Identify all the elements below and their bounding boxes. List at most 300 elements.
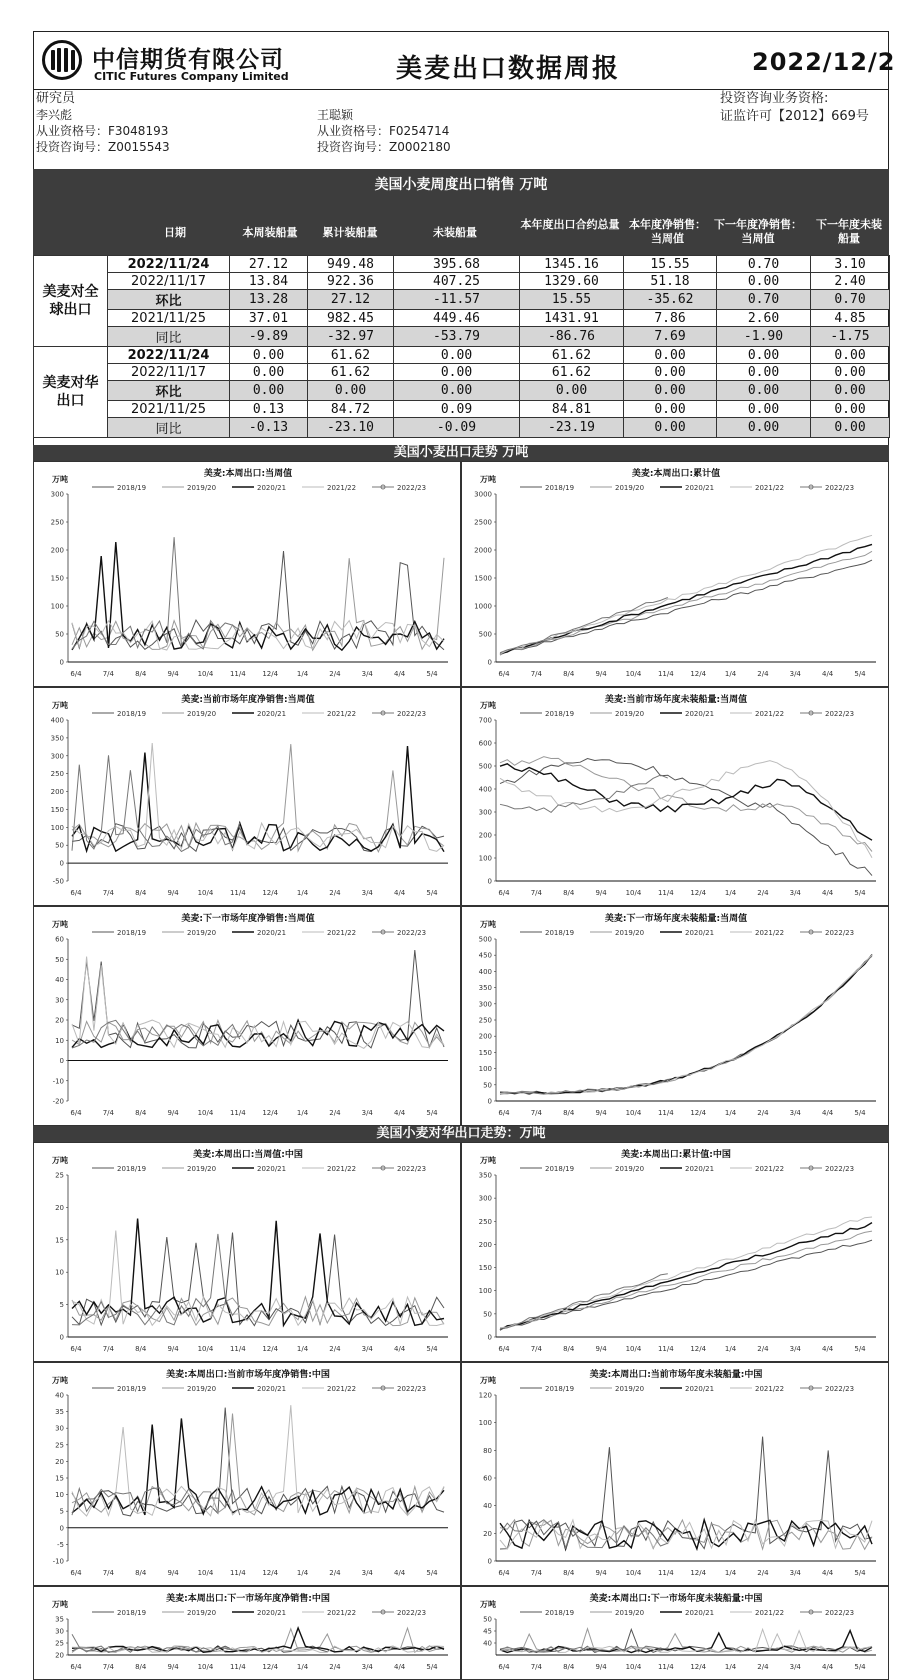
table-cell: 0.00 (394, 347, 520, 364)
y-tick-label: 350 (478, 984, 492, 993)
legend-item (92, 1165, 146, 1173)
group-label: 美麦对全球出口 (34, 256, 108, 347)
table-cell: 0.00 (624, 347, 717, 364)
table-cell: -32.97 (308, 327, 394, 347)
col-header-net-sales: 本年度净销售：当周值 (629, 218, 706, 245)
table-cell: 0.00 (308, 381, 394, 401)
x-tick-label: 9/4 (595, 1569, 607, 1577)
svg-text:2022/23: 2022/23 (825, 1385, 855, 1393)
x-tick-label: 7/4 (530, 1663, 542, 1671)
x-tick-label: 6/4 (498, 889, 510, 897)
table-cell: 0.00 (624, 381, 717, 401)
legend-item (520, 1385, 574, 1393)
table-cell: 1345.16 (520, 256, 624, 273)
table-cell: -86.76 (520, 327, 624, 347)
x-tick-label: 7/4 (102, 889, 114, 897)
legend-item (232, 1385, 286, 1393)
x-tick-label: 12/4 (262, 1345, 279, 1353)
svg-text:2022/23: 2022/23 (825, 710, 855, 718)
y-tick-label: 400 (50, 716, 64, 725)
report-date: 2022/12/2 (752, 48, 896, 76)
legend-item (590, 929, 644, 937)
x-tick-label: 11/4 (229, 1345, 246, 1353)
svg-text:2020/21: 2020/21 (685, 1609, 715, 1617)
table-cell: 449.46 (394, 310, 520, 327)
series-line (500, 544, 872, 653)
report-title: 美麦出口数据周报 (396, 54, 621, 84)
x-tick-label: 2/4 (757, 670, 769, 678)
y-tick-label: 35 (55, 1408, 64, 1417)
x-tick-label: 5/4 (854, 1569, 866, 1577)
x-tick-label: 4/4 (394, 1345, 406, 1353)
x-tick-label: 11/4 (229, 1109, 246, 1117)
svg-text:2019/20: 2019/20 (615, 1385, 645, 1393)
legend-item (590, 1385, 644, 1393)
series-line (500, 1217, 872, 1328)
y-tick-label: 600 (478, 739, 492, 748)
chart-panel (461, 906, 889, 1126)
x-tick-label: 8/4 (563, 670, 575, 678)
chart-title: 美麦:下一市场年度净销售:当周值 (181, 914, 315, 924)
y-tick-label: 10 (55, 1491, 64, 1500)
series-line (72, 1418, 444, 1515)
series-line (500, 956, 872, 1094)
x-tick-label: 5/4 (426, 670, 438, 678)
row-date: 2022/11/17 (108, 273, 230, 290)
y-tick-label: 100 (50, 823, 64, 832)
svg-text:2019/20: 2019/20 (187, 1165, 217, 1173)
legend-item (520, 1609, 574, 1617)
table-cell: 27.12 (308, 290, 394, 310)
x-tick-label: 10/4 (197, 889, 214, 897)
analyst-2-cert: 从业资格号：F0254714 (317, 124, 450, 138)
y-tick-label: 10 (55, 1036, 64, 1045)
x-tick-label: 3/4 (789, 670, 801, 678)
x-tick-label: 2/4 (757, 1109, 769, 1117)
y-tick-label: 150 (50, 805, 64, 814)
table-row (34, 273, 890, 290)
y-tick-label: 300 (478, 1000, 492, 1009)
series-line (500, 955, 872, 1094)
table-cell: 407.25 (394, 273, 520, 290)
license-line-1: 投资咨询业务资格: (720, 91, 829, 106)
svg-text:2021/22: 2021/22 (327, 710, 357, 718)
analyst-2-consult: 投资咨询号：Z0002180 (317, 140, 451, 154)
chart-unit: 万吨 (52, 1600, 68, 1609)
y-tick-label: 120 (478, 1391, 492, 1400)
svg-text:2022/23: 2022/23 (825, 1609, 855, 1617)
y-tick-label: 50 (55, 841, 64, 850)
x-tick-label: 5/4 (854, 670, 866, 678)
table-cell: 0.00 (717, 347, 811, 364)
legend-item (660, 1609, 714, 1617)
x-tick-label: 2/4 (757, 1569, 769, 1577)
x-tick-label: 8/4 (563, 889, 575, 897)
table-cell: 1329.60 (520, 273, 624, 290)
legend-item (232, 484, 286, 492)
x-tick-label: 12/4 (690, 1663, 707, 1671)
y-tick-label: -10 (52, 1557, 64, 1566)
legend-item (372, 929, 426, 937)
x-tick-label: 7/4 (102, 1569, 114, 1577)
svg-text:2020/21: 2020/21 (257, 710, 287, 718)
chart-unit: 万吨 (52, 920, 68, 929)
svg-text:2018/19: 2018/19 (117, 1165, 147, 1173)
x-tick-label: 7/4 (530, 1109, 542, 1117)
y-tick-label: 30 (55, 996, 64, 1005)
x-tick-label: 12/4 (690, 1109, 707, 1117)
chart-title: 美麦:当前市场年度未装船量:当周值 (604, 695, 748, 705)
y-tick-label: 60 (483, 1474, 492, 1483)
table-cell: 61.62 (308, 364, 394, 381)
y-tick-label: 2500 (474, 518, 492, 527)
table-cell: 0.00 (717, 364, 811, 381)
x-tick-label: 9/4 (167, 1109, 179, 1117)
col-header-next-outstanding: 下一年度未装船量 (816, 218, 882, 245)
legend-item (92, 484, 146, 492)
y-tick-label: 50 (483, 1310, 492, 1319)
y-tick-label: 20 (55, 1016, 64, 1025)
y-tick-label: 0 (487, 1333, 492, 1342)
x-tick-label: 4/4 (822, 1569, 834, 1577)
legend-item (730, 1609, 784, 1617)
series-line (500, 535, 872, 654)
legend-item (302, 484, 356, 492)
y-tick-label: 300 (50, 490, 64, 499)
y-tick-label: 60 (55, 935, 64, 944)
x-tick-label: 2/4 (757, 1345, 769, 1353)
y-tick-label: 0 (59, 658, 64, 667)
svg-text:2018/19: 2018/19 (117, 929, 147, 937)
x-tick-label: 10/4 (625, 1109, 642, 1117)
table-cell: 0.70 (811, 290, 890, 310)
citic-logo-icon (42, 40, 82, 80)
x-tick-label: 1/4 (724, 1569, 737, 1577)
table-cell: -35.62 (624, 290, 717, 310)
x-tick-label: 8/4 (135, 1109, 147, 1117)
table-cell: 27.12 (230, 256, 308, 273)
legend-item (162, 710, 216, 718)
y-tick-label: -20 (52, 1097, 64, 1106)
x-tick-label: 9/4 (167, 1345, 179, 1353)
x-tick-label: 8/4 (563, 1109, 575, 1117)
x-tick-label: 7/4 (530, 889, 542, 897)
y-tick-label: 30 (55, 1424, 64, 1433)
y-tick-label: 250 (50, 770, 64, 779)
x-tick-label: 12/4 (262, 670, 279, 678)
x-tick-label: 2/4 (329, 889, 341, 897)
legend-item (800, 1165, 854, 1173)
svg-text:2019/20: 2019/20 (615, 929, 645, 937)
x-tick-label: 9/4 (595, 1345, 607, 1353)
y-tick-label: 300 (478, 808, 492, 817)
table-cell: 1431.91 (520, 310, 624, 327)
legend-item (660, 710, 714, 718)
y-tick-label: 15 (55, 1236, 64, 1245)
chart-panel (461, 461, 889, 687)
legend-item (162, 484, 216, 492)
x-tick-label: 3/4 (789, 1663, 801, 1671)
y-tick-label: 100 (478, 1287, 492, 1296)
chart-panel (33, 687, 461, 906)
x-tick-label: 1/4 (724, 670, 737, 678)
legend-item (730, 1385, 784, 1393)
chart-panel (33, 1142, 461, 1362)
svg-text:2022/23: 2022/23 (825, 1165, 855, 1173)
table-cell: 0.00 (624, 418, 717, 438)
x-tick-label: 2/4 (757, 889, 769, 897)
series-line (72, 1219, 444, 1326)
analyst-1-cert: 从业资格号：F3048193 (36, 124, 169, 138)
x-tick-label: 10/4 (197, 670, 214, 678)
y-tick-label: 100 (50, 602, 64, 611)
series-line (72, 1405, 444, 1516)
legend-item (372, 1385, 426, 1393)
x-tick-label: 3/4 (789, 1345, 801, 1353)
legend-item (590, 710, 644, 718)
series-line (500, 551, 872, 655)
x-tick-label: 3/4 (361, 889, 373, 897)
table-cell: 0.00 (717, 273, 811, 290)
table-cell: 0.70 (717, 256, 811, 273)
legend-item (372, 1609, 426, 1617)
svg-text:2019/20: 2019/20 (187, 929, 217, 937)
y-tick-label: 20 (55, 1203, 64, 1212)
table-cell: 0.00 (394, 364, 520, 381)
series-line (500, 1223, 872, 1330)
table-cell: 0.70 (717, 290, 811, 310)
x-tick-label: 10/4 (197, 1663, 214, 1671)
x-tick-label: 4/4 (822, 670, 834, 678)
x-tick-label: 1/4 (296, 670, 309, 678)
legend-item (800, 710, 854, 718)
table-cell: 84.81 (520, 401, 624, 418)
y-tick-label: 0 (59, 859, 64, 868)
line-chart (34, 1143, 462, 1363)
col-header-cumulative-shipments: 累计装船量 (322, 226, 378, 239)
table-cell: 0.00 (624, 364, 717, 381)
row-date: 2021/11/25 (108, 310, 230, 327)
x-tick-label: 5/4 (426, 1663, 438, 1671)
analyst-1-name: 李兴彪 (36, 108, 73, 122)
y-tick-label: 2000 (474, 546, 492, 555)
x-tick-label: 5/4 (426, 889, 438, 897)
table-cell: 0.00 (230, 347, 308, 364)
x-tick-label: 12/4 (690, 889, 707, 897)
x-tick-label: 11/4 (657, 1569, 674, 1577)
svg-text:2022/23: 2022/23 (825, 484, 855, 492)
x-tick-label: 6/4 (70, 1663, 82, 1671)
col-header-total-commitments: 本年度出口合约总量 (520, 218, 620, 231)
chart-panel (461, 1142, 889, 1362)
y-tick-label: 500 (478, 935, 492, 944)
svg-text:2018/19: 2018/19 (545, 929, 575, 937)
row-date: 2022/11/24 (108, 256, 230, 273)
legend-item (92, 1609, 146, 1617)
x-tick-label: 3/4 (361, 1109, 373, 1117)
chart-title: 美麦:本周出口:当前市场年度净销售:中国 (166, 1370, 330, 1380)
table-row (34, 381, 890, 401)
series-line (72, 551, 444, 650)
x-tick-label: 12/4 (262, 889, 279, 897)
table-cell: 37.01 (230, 310, 308, 327)
table-cell: 949.48 (308, 256, 394, 273)
y-tick-label: 40 (483, 1639, 492, 1648)
series-line (500, 1520, 872, 1549)
legend-item (232, 1165, 286, 1173)
legend-item (232, 1609, 286, 1617)
table-cell: 0.00 (394, 381, 520, 401)
svg-text:2021/22: 2021/22 (327, 484, 357, 492)
x-tick-label: 4/4 (394, 889, 406, 897)
legend-item (800, 1385, 854, 1393)
analyst-1-consult: 投资咨询号：Z0015543 (36, 140, 170, 154)
table-cell: 15.55 (520, 290, 624, 310)
legend-item (302, 929, 356, 937)
x-tick-label: 12/4 (262, 1109, 279, 1117)
x-tick-label: 1/4 (296, 1109, 309, 1117)
x-tick-label: 8/4 (135, 889, 147, 897)
col-header-date: 日期 (164, 226, 186, 239)
legend-item (800, 484, 854, 492)
chart-title: 美麦:本周出口:累计值 (631, 469, 721, 479)
x-tick-label: 10/4 (625, 1345, 642, 1353)
table-cell: 84.72 (308, 401, 394, 418)
y-tick-label: 200 (478, 1032, 492, 1041)
svg-text:2020/21: 2020/21 (685, 710, 715, 718)
x-tick-label: 10/4 (625, 889, 642, 897)
chart-panel (33, 906, 461, 1126)
x-tick-label: 6/4 (498, 1345, 510, 1353)
x-tick-label: 2/4 (329, 670, 341, 678)
chart-panel (461, 1362, 889, 1586)
y-tick-label: 450 (478, 951, 492, 960)
x-tick-label: 5/4 (854, 1109, 866, 1117)
x-tick-label: 6/4 (498, 670, 510, 678)
table-cell: -0.13 (230, 418, 308, 438)
y-tick-label: -10 (52, 1077, 64, 1086)
legend-item (92, 929, 146, 937)
y-tick-label: 500 (478, 630, 492, 639)
x-tick-label: 12/4 (690, 1569, 707, 1577)
table-row (34, 310, 890, 327)
chart-unit: 万吨 (52, 701, 68, 710)
y-tick-label: 50 (483, 1081, 492, 1090)
y-tick-label: 100 (478, 1419, 492, 1428)
legend-item (730, 929, 784, 937)
y-tick-label: 200 (50, 546, 64, 555)
x-tick-label: 11/4 (657, 1663, 674, 1671)
svg-text:2019/20: 2019/20 (187, 484, 217, 492)
y-tick-label: 0 (487, 1557, 492, 1566)
x-tick-label: 8/4 (135, 1663, 147, 1671)
legend-item (232, 929, 286, 937)
svg-text:2021/22: 2021/22 (755, 484, 785, 492)
x-tick-label: 5/4 (854, 1663, 866, 1671)
x-tick-label: 3/4 (789, 1569, 801, 1577)
x-tick-label: 1/4 (296, 889, 309, 897)
table-cell: 922.36 (308, 273, 394, 290)
x-tick-label: 2/4 (329, 1569, 341, 1577)
table-cell: 4.85 (811, 310, 890, 327)
svg-text:2022/23: 2022/23 (397, 1165, 427, 1173)
series-line (500, 955, 872, 1094)
line-chart (34, 1587, 462, 1680)
line-chart (462, 907, 890, 1127)
x-tick-label: 8/4 (563, 1569, 575, 1577)
chart-unit: 万吨 (480, 1156, 496, 1165)
chart-unit: 万吨 (52, 1156, 68, 1165)
line-chart (462, 1363, 890, 1587)
y-tick-label: 200 (478, 831, 492, 840)
x-tick-label: 11/4 (229, 1663, 246, 1671)
svg-text:2018/19: 2018/19 (545, 1609, 575, 1617)
table-cell: 13.28 (230, 290, 308, 310)
svg-text:2018/19: 2018/19 (545, 710, 575, 718)
company-name-cn: 中信期货有限公司 (92, 47, 284, 73)
chart-unit: 万吨 (52, 475, 68, 484)
svg-text:2021/22: 2021/22 (327, 929, 357, 937)
table-cell: 3.10 (811, 256, 890, 273)
svg-text:2021/22: 2021/22 (755, 929, 785, 937)
x-tick-label: 2/4 (329, 1663, 341, 1671)
y-tick-label: 0 (59, 1057, 64, 1065)
y-tick-label: 25 (55, 1441, 64, 1450)
y-tick-label: 20 (483, 1529, 492, 1538)
x-tick-label: 7/4 (530, 1345, 542, 1353)
y-tick-label: 50 (483, 1615, 492, 1624)
table-cell: -9.89 (230, 327, 308, 347)
line-chart (34, 462, 462, 688)
y-tick-label: 35 (55, 1615, 64, 1624)
legend-item (232, 710, 286, 718)
line-chart (462, 462, 890, 688)
series-line (500, 560, 872, 655)
svg-text:2020/21: 2020/21 (257, 929, 287, 937)
svg-text:2021/22: 2021/22 (755, 1385, 785, 1393)
table-cell: 13.84 (230, 273, 308, 290)
x-tick-label: 11/4 (657, 889, 674, 897)
chart-title: 美麦:本周出口:累计值:中国 (621, 1150, 731, 1160)
table-cell: -0.09 (394, 418, 520, 438)
x-tick-label: 1/4 (296, 1569, 309, 1577)
table-row (34, 347, 890, 364)
x-tick-label: 4/4 (394, 1663, 406, 1671)
y-tick-label: 400 (478, 967, 492, 976)
y-tick-label: 250 (478, 1217, 492, 1226)
svg-text:2020/21: 2020/21 (257, 1385, 287, 1393)
y-tick-label: 25 (55, 1171, 64, 1180)
x-tick-label: 1/4 (724, 889, 737, 897)
y-tick-label: 350 (478, 1171, 492, 1180)
table-cell: 0.00 (811, 381, 890, 401)
y-tick-label: 200 (478, 1240, 492, 1249)
table-row (34, 256, 890, 273)
x-tick-label: 10/4 (197, 1345, 214, 1353)
svg-text:2021/22: 2021/22 (755, 710, 785, 718)
table-cell: 7.69 (624, 327, 717, 347)
y-tick-label: 45 (483, 1627, 492, 1636)
x-tick-label: 8/4 (135, 1345, 147, 1353)
table-cell: 61.62 (520, 347, 624, 364)
legend-item (520, 710, 574, 718)
x-tick-label: 4/4 (822, 1345, 834, 1353)
svg-text:2019/20: 2019/20 (187, 1609, 217, 1617)
x-tick-label: 4/4 (822, 1109, 834, 1117)
legend-item (590, 484, 644, 492)
y-tick-label: 5 (59, 1301, 64, 1310)
table-cell: -1.90 (717, 327, 811, 347)
